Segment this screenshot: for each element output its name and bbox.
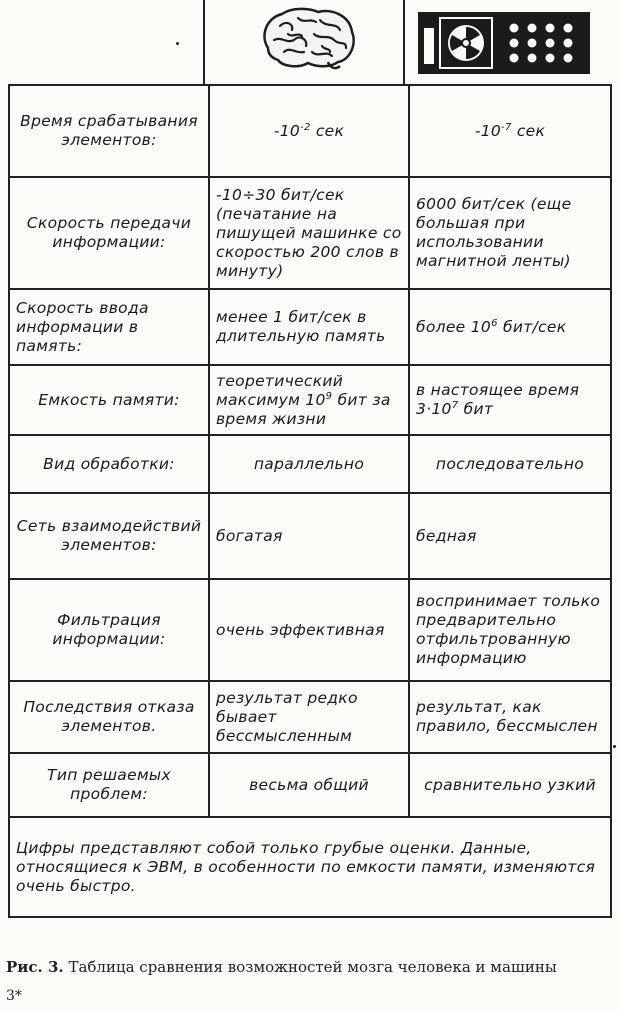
machine-value: более $10^6$ бит/сек [409, 289, 611, 365]
computer-panel-icon [418, 12, 590, 74]
table-row [9, 289, 611, 365]
table-row [9, 435, 611, 493]
row-label: Скорость ввода информации в память: [9, 289, 209, 365]
brain-value: очень эффективная [209, 579, 409, 681]
row-label: Скорость передачи информации: [9, 177, 209, 289]
row-label: Емкость памяти: [9, 365, 209, 435]
machine-value: последовательно [409, 435, 611, 493]
table-row [9, 85, 611, 177]
brain-icon [258, 6, 358, 72]
table-note: Цифры представляют собой только грубые оценки. Данные, относящиеся к ЭВМ, в особенности по емкости памяти, изменяются очень быстро. [9, 817, 611, 917]
machine-value: результат, как правило, бессмыслен [409, 681, 611, 753]
brain-value: -10÷30 бит/сек (печатание на пишущей машинке со скоростью 200 слов в минуту) [209, 177, 409, 289]
header-divider-right [403, 0, 405, 86]
figure-caption-text: Таблица сравнения возможностей мозга человека и машины [68, 958, 557, 976]
brain-value: параллельно [209, 435, 409, 493]
brain-value: теоретический максимум $10^9$ бит за время жизни [209, 365, 409, 435]
print-speck [176, 42, 179, 45]
table-row [9, 681, 611, 753]
row-label: Вид обработки: [9, 435, 209, 493]
table-note-row [9, 817, 611, 917]
page-number: 3* [6, 988, 22, 1004]
table-row [9, 493, 611, 579]
header-divider-left [203, 0, 205, 86]
row-label: Фильтрация информации: [9, 579, 209, 681]
brain-value: $-10^{-2}$ сек [209, 85, 409, 177]
table-row [9, 753, 611, 817]
row-label: Сеть взаимодействий элементов: [9, 493, 209, 579]
machine-value: в настоящее время $3\cdot 10^7$ бит [409, 365, 611, 435]
machine-value: $-10^{-7}$ сек [409, 85, 611, 177]
machine-value: воспринимает только предварительно отфильтрованную информацию [409, 579, 611, 681]
row-label: Время срабатывания элементов: [9, 85, 209, 177]
brain-value: результат редко бывает бессмысленным [209, 681, 409, 753]
machine-value: 6000 бит/сек (еще большая при использовании магнитной ленты) [409, 177, 611, 289]
brain-value: богатая [209, 493, 409, 579]
machine-value: сравнительно узкий [409, 753, 611, 817]
table-row [9, 365, 611, 435]
brain-value: менее 1 бит/сек в длительную память [209, 289, 409, 365]
table-row [9, 177, 611, 289]
machine-value: бедная [409, 493, 611, 579]
figure-caption-prefix: Рис. 3. [6, 958, 64, 976]
comparison-table [8, 84, 612, 918]
brain-value: весьма общий [209, 753, 409, 817]
table-row [9, 579, 611, 681]
row-label: Последствия отказа элементов. [9, 681, 209, 753]
print-speck [613, 745, 616, 748]
row-label: Тип решаемых проблем: [9, 753, 209, 817]
figure-caption [6, 958, 616, 976]
